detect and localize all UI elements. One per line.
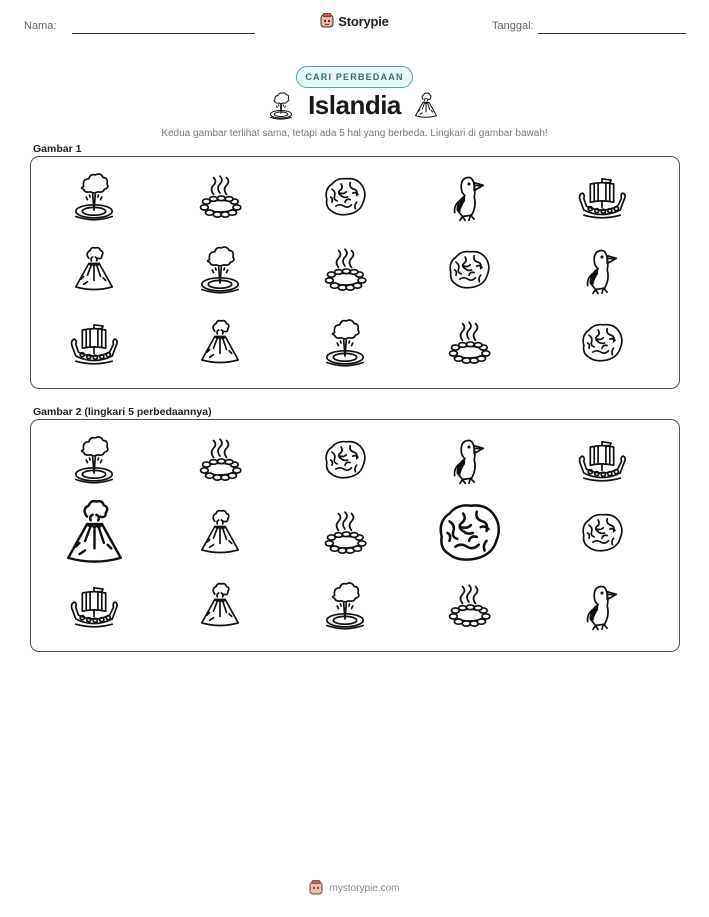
picture1-grid	[31, 157, 679, 388]
volcano-icon	[411, 91, 441, 121]
puffin-icon	[576, 580, 628, 632]
grid-cell-lava-rock[interactable]	[430, 494, 508, 572]
grid-cell-puffin[interactable]	[576, 580, 628, 632]
geyser-icon	[68, 434, 120, 486]
grid-cell-volcano[interactable]	[194, 507, 246, 559]
grid-cell-volcano[interactable]	[68, 244, 120, 296]
page-title: Islandia	[308, 90, 401, 120]
date-label: Tanggal:	[492, 20, 534, 32]
lava-rock-icon	[319, 171, 371, 223]
geyser-icon	[68, 171, 120, 223]
picture2-panel[interactable]	[30, 419, 680, 652]
grid-cell-hot-spring[interactable]	[194, 434, 246, 486]
hot-spring-icon	[443, 317, 495, 369]
puffin-icon	[443, 434, 495, 486]
geyser-icon	[194, 244, 246, 296]
grid-cell-puffin[interactable]	[576, 244, 628, 296]
hot-spring-icon	[194, 171, 246, 223]
grid-cell-viking-ship[interactable]	[576, 171, 628, 223]
hot-spring-icon	[319, 244, 371, 296]
brand-logo	[0, 13, 709, 29]
grid-cell-geyser[interactable]	[194, 244, 246, 296]
footer-site: mystorypie.com	[329, 882, 400, 894]
volcano-icon	[194, 317, 246, 369]
grid-cell-lava-rock[interactable]	[576, 317, 628, 369]
footer	[0, 880, 709, 896]
volcano-icon	[68, 244, 120, 296]
name-label: Nama:	[24, 20, 57, 32]
storypie-mascot-icon	[309, 880, 323, 896]
picture2-grid	[31, 420, 679, 651]
grid-cell-geyser[interactable]	[68, 434, 120, 486]
grid-cell-lava-rock[interactable]	[319, 434, 371, 486]
instructions: Kedua gambar terlihat sama, tetapi ada 5 hal yang berbeda. Lingkari di gambar bawah!	[161, 128, 548, 139]
volcano-icon	[57, 496, 132, 571]
date-line[interactable]	[538, 33, 686, 34]
brand-name: Storypie	[338, 13, 389, 29]
grid-cell-geyser[interactable]	[319, 580, 371, 632]
geyser-icon	[319, 317, 371, 369]
grid-cell-puffin[interactable]	[443, 434, 495, 486]
grid-cell-lava-rock[interactable]	[443, 244, 495, 296]
grid-cell-lava-rock[interactable]	[319, 171, 371, 223]
grid-cell-geyser[interactable]	[319, 317, 371, 369]
picture1-label: Gambar 1	[33, 143, 82, 155]
grid-cell-viking-ship[interactable]	[68, 317, 120, 369]
title-geyser-icon	[266, 91, 298, 121]
grid-cell-viking-ship[interactable]	[576, 434, 628, 486]
hot-spring-icon	[194, 434, 246, 486]
lava-rock-icon	[430, 494, 508, 572]
grid-cell-geyser[interactable]	[68, 171, 120, 223]
viking-ship-icon	[68, 580, 120, 632]
viking-ship-icon	[576, 434, 628, 486]
grid-cell-puffin[interactable]	[443, 171, 495, 223]
name-line[interactable]	[72, 33, 255, 34]
grid-cell-viking-ship[interactable]	[68, 580, 120, 632]
grid-cell-volcano[interactable]	[194, 317, 246, 369]
grid-cell-hot-spring[interactable]	[194, 171, 246, 223]
lava-rock-icon	[576, 507, 628, 559]
puffin-icon	[443, 171, 495, 223]
lava-rock-icon	[576, 317, 628, 369]
volcano-icon	[194, 580, 246, 632]
geyser-icon	[319, 580, 371, 632]
storypie-mascot-icon	[320, 13, 334, 29]
grid-cell-hot-spring[interactable]	[319, 244, 371, 296]
picture2-label: Gambar 2 (lingkari 5 perbedaannya)	[33, 406, 212, 418]
viking-ship-icon	[576, 171, 628, 223]
lava-rock-icon	[319, 434, 371, 486]
activity-badge: CARI PERBEDAAN	[296, 66, 413, 88]
viking-ship-icon	[68, 317, 120, 369]
grid-cell-hot-spring[interactable]	[443, 317, 495, 369]
grid-cell-volcano[interactable]	[194, 580, 246, 632]
title-row	[0, 90, 709, 121]
grid-cell-volcano[interactable]	[57, 496, 132, 571]
geyser-icon	[266, 91, 296, 121]
grid-cell-hot-spring[interactable]	[319, 507, 371, 559]
hot-spring-icon	[443, 580, 495, 632]
grid-cell-lava-rock[interactable]	[576, 507, 628, 559]
hot-spring-icon	[319, 507, 371, 559]
title-volcano-icon	[411, 91, 443, 121]
volcano-icon	[194, 507, 246, 559]
puffin-icon	[576, 244, 628, 296]
grid-cell-hot-spring[interactable]	[443, 580, 495, 632]
picture1-panel[interactable]	[30, 156, 680, 389]
lava-rock-icon	[443, 244, 495, 296]
